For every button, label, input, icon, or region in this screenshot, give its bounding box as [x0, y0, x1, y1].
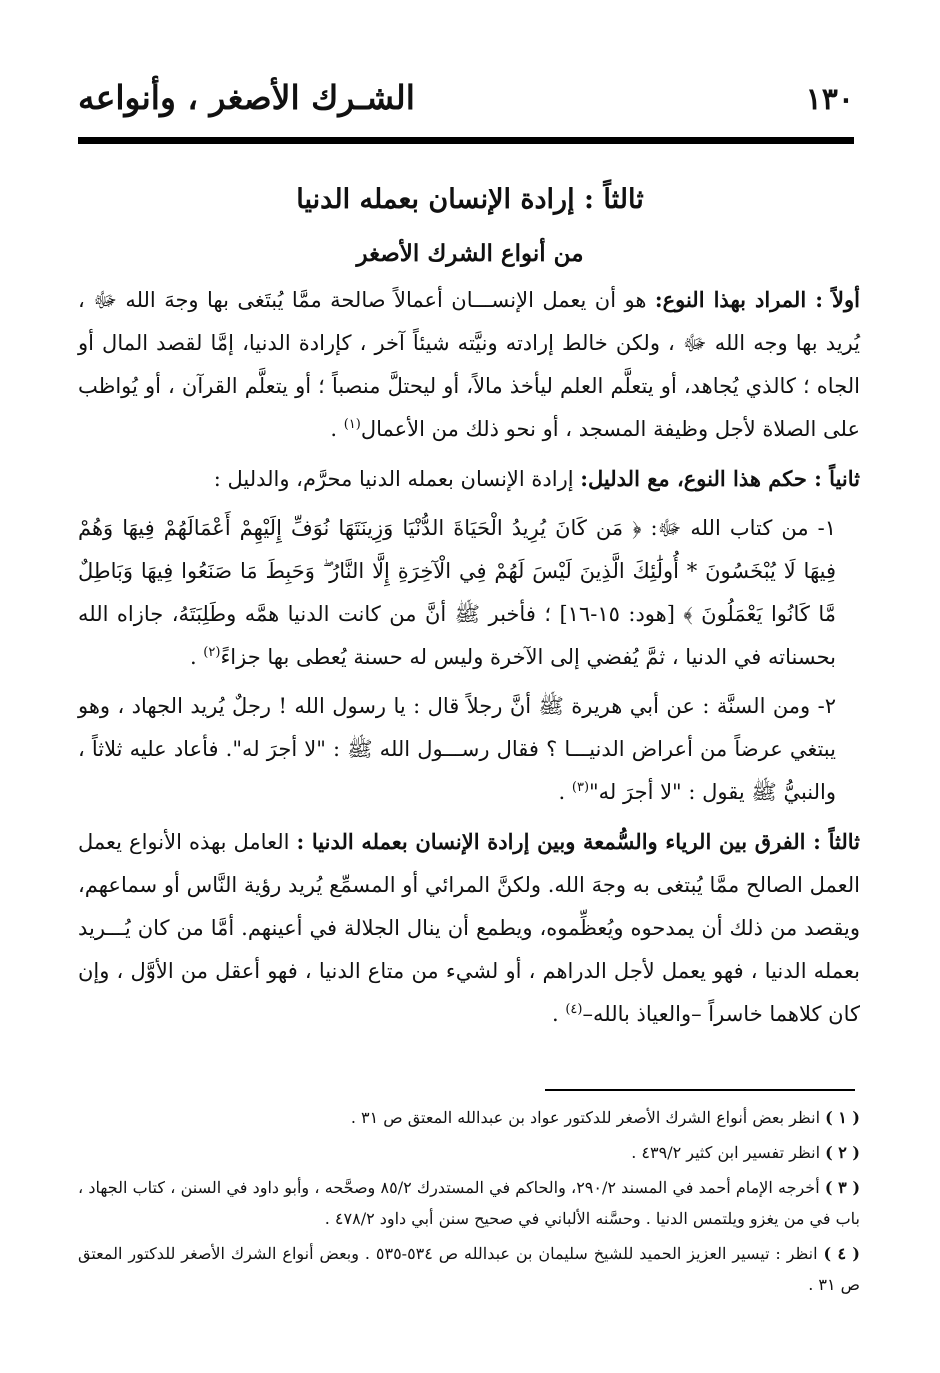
evidence-quran-end: . [189, 645, 204, 669]
footnote [78, 1238, 860, 1300]
evidence-quran-explanation: فأخبر ﷺ أنَّ من كانت الدنيا همَّه وطَلِبَتَهُ، جازاه الله بحسناته في الدنيا ، ثمَّ يُفضي إلى الآخرة وليس له حسنة يُعطى بها جزاءً [78, 602, 836, 669]
evidence-quran-intro: ١- من كتاب الله ﷻ: [650, 516, 836, 540]
paragraph-third-label: ثالثاً : الفرق بين الرياء والسُّمعة وبين إرادة الإنسان بعمله الدنيا : [296, 829, 860, 854]
footnotes [78, 1102, 860, 1304]
page-number: ١٣٠ [805, 82, 854, 117]
paragraph-second [78, 457, 860, 501]
footnote-ref-1[interactable]: (١) [343, 417, 361, 432]
running-header [78, 78, 854, 128]
paragraph-first [78, 278, 860, 451]
evidence-quran [78, 507, 860, 679]
footnote-text: انظر : تيسير العزيز الحميد للشيخ سليمان بن عبدالله ص ٥٣٤-٥٣٥ . وبعض أنواع الشرك الأصغر للدكتور المعتق ص ٣١ . [78, 1244, 860, 1294]
paragraph-first-end: . [330, 417, 344, 441]
paragraph-third-end: . [551, 1002, 566, 1026]
footnote-ref-2[interactable]: (٢) [203, 645, 221, 660]
footnote-text: انظر بعض أنواع الشرك الأصغر للدكتور عواد بن عبدالله المعتق ص ٣١ . [350, 1108, 821, 1127]
footnote-number: ( ١ ) [825, 1108, 860, 1127]
footnote-ref-3[interactable]: (٣) [571, 780, 590, 795]
footnote [78, 1137, 860, 1168]
footnote-number: ( ٢ ) [825, 1143, 860, 1162]
evidence-sunnah [78, 685, 860, 814]
section-subtitle: من أنواع الشرك الأصغر [356, 240, 584, 267]
footnote-text: انظر تفسير ابن كثير ٤٣٩/٢ . [631, 1143, 821, 1162]
running-title: الشـرك الأصغر ، وأنواعه [78, 78, 415, 117]
paragraph-third [78, 820, 860, 1036]
quran-verse: ﴿ مَن كَانَ يُرِيدُ الْحَيَاةَ الدُّنْيَا وَزِينَتَهَا نُوَفِّ إِلَيْهِمْ أَعْمَالَهُمْ فِيهَا وَهُمْ فِيهَا لَا يُبْخَسُونَ * أُولَٰئِكَ الَّذِينَ لَيْسَ لَهُمْ فِي الْآخِرَةِ إِلَّا النَّارُ ۖ وَحَبِطَ مَا صَنَعُوا فِيهَا وَبَاطِلٌ مَّا كَانُوا يَعْمَلُونَ ﴾ [78, 516, 836, 626]
footnote-ref-4[interactable]: (٤) [565, 1002, 583, 1017]
footnote-number: ( ٣ ) [824, 1178, 861, 1197]
header-rule [78, 137, 854, 144]
paragraph-third-text: العامل بهذه الأنواع يعمل العمل الصالح ممَّا يُبتغى به وجهَ الله. ولكنَّ المرائي أو المسمِّع يُريد رؤية النَّاس أو سماعهم، ويقصد من ذلك أن يمدحوه ويُعظِّموه، ويطمع أن ينال الجلالة في أعينهم. أمَّا من كان يُـــريد بعمله الدنيا ، فهو يعمل لأجل الدراهم ، أو لشيء من متاع الدنيا ، فهو أعقل من الأوَّل ، وإن كان كلاهما خاسراً –والعياذ بالله– [78, 830, 860, 1026]
paragraph-first-label: أولاً : المراد بهذا النوع: [654, 287, 860, 312]
footnote-number: ( ٤ ) [823, 1244, 861, 1263]
paragraph-second-text: إرادة الإنسان بعمله الدنيا محرَّم، والدليل : [213, 467, 574, 491]
footnote [78, 1102, 860, 1133]
paragraph-first-text: هو أن يعمل الإنســـان أعمالاً صالحة ممَّا يُبتَغى بها وجهَ الله ﷻ ، يُريد بها وجه الله ﷻ ، ولكن خالط إرادته ونيَّته شيئاً آخر ، كإرادة الدنيا، إمَّا لقصد المال أو الجاه ؛ كالذي يُجاهد، أو يتعلَّم العلم ليأخذ مالاً، أو ليحتلَّ منصباً ؛ أو يتعلَّم القرآن ، أو يُواظب على الصلاة لأجل وظيفة المسجد ، أو نحو ذلك من الأعمال [78, 288, 860, 441]
section-title: ثالثاً : إرادة الإنسان بعمله الدنيا [296, 184, 644, 215]
quran-citation: [هود: ١٥-١٦] ؛ [544, 602, 675, 626]
paragraph-second-label: ثانياً : حكم هذا النوع، مع الدليل: [580, 466, 860, 491]
footnote-text: أخرجه الإمام أحمد في المسند ٢٩٠/٢، والحاكم في المستدرك ٨٥/٢ وصحَّحه ، وأبو داود في السنن ، كتاب الجهاد ، باب في من يغزو ويلتمس الدنيا . وحسَّنه الألباني في صحيح سنن أبي داود ٤٧٨/٢ . [78, 1178, 860, 1228]
footnote-rule [545, 1089, 855, 1091]
evidence-sunnah-text: ٢- ومن السنَّة : عن أبي هريرة ﷺ أنَّ رجلاً قال : يا رسول الله ! رجلٌ يُريد الجهاد ، وهو يبتغي عرضاً من أعراض الدنيـــا ؟ فقال رســـول الله ﷺ : "لا أجرَ له". فأعاد عليه ثلاثاً ، والنبيُّ ﷺ يقول : "لا أجرَ له" [78, 694, 836, 804]
evidence-sunnah-end: . [558, 780, 572, 804]
body-text [78, 278, 860, 1042]
footnote [78, 1172, 860, 1234]
